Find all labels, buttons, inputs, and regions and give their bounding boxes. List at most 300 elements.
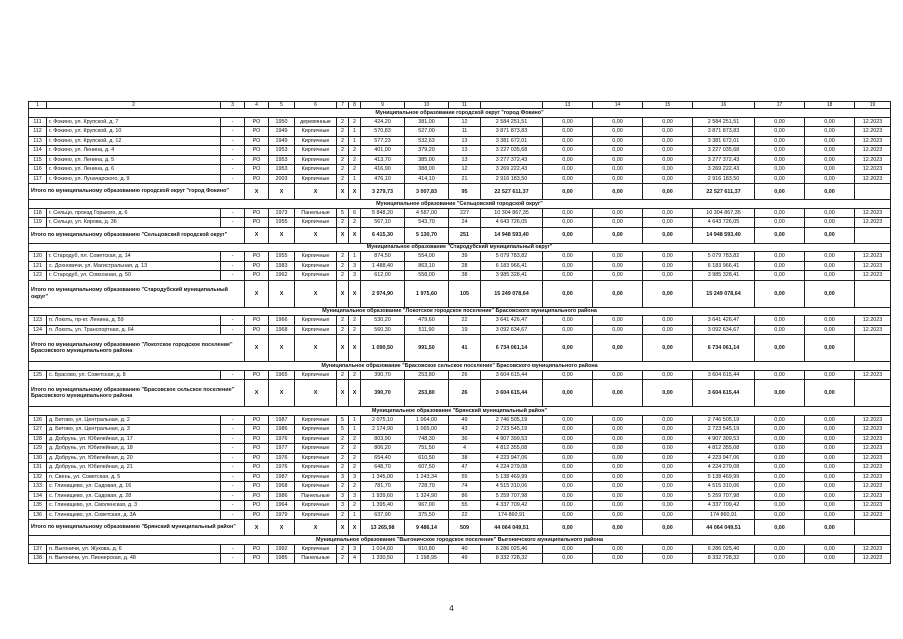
table-row (29, 271, 891, 281)
table-cell: 0,00 (755, 491, 805, 501)
table-cell: 1 324,90 (405, 491, 449, 501)
table-cell: Кирпичные (295, 434, 337, 444)
table-cell: 2 (337, 510, 349, 520)
table-cell: 0,00 (755, 425, 805, 435)
table-cell: Панельные (295, 208, 337, 218)
table-cell: 0,00 (805, 472, 855, 482)
table-cell: 2 (337, 165, 349, 175)
table-cell: 2 (337, 544, 349, 554)
table-cell: 0,00 (593, 453, 643, 463)
table-cell: 2 746 505,19 (481, 415, 543, 425)
table-cell: 4 643 726,05 (693, 218, 755, 228)
table-cell: 2 584 251,51 (693, 117, 755, 127)
table-cell: 476,10 (361, 174, 405, 184)
table-cell: РО (245, 325, 269, 335)
table-cell: 379,20 (405, 146, 449, 156)
table-cell: 375,50 (405, 510, 449, 520)
table-row (29, 453, 891, 463)
table-cell: 0,00 (805, 501, 855, 511)
table-cell: 0,00 (805, 252, 855, 262)
table-cell: РО (245, 261, 269, 271)
table-cell: 806,20 (361, 444, 405, 454)
table-cell: РО (245, 252, 269, 262)
table-cell: 654,40 (361, 453, 405, 463)
table-cell: 1949 (269, 136, 295, 146)
table-cell: 10 304 867,35 (693, 208, 755, 218)
table-cell: 0,00 (543, 325, 593, 335)
table-cell: 12.2023 (855, 325, 891, 335)
table-cell: 12.2023 (855, 271, 891, 281)
table-cell: 554,00 (405, 252, 449, 262)
section-title: Муниципальное образование городской округ "город Фокино" (29, 109, 891, 118)
table-cell: 49 (449, 554, 481, 564)
column-number: 14 (593, 102, 643, 109)
address-cell: д. Добрунь, ул. Юбилейная, д. 18 (47, 444, 221, 454)
total-cell: 0,00 (543, 280, 593, 307)
table-cell: 3 604 615,44 (481, 370, 543, 380)
address-cell: д. Добрунь, ул. Юбилейная, д. 20 (47, 453, 221, 463)
table-cell: 0,00 (755, 453, 805, 463)
table-cell: 0,00 (755, 325, 805, 335)
table-cell: - (221, 491, 245, 501)
table-cell: 530,20 (361, 316, 405, 326)
table-cell: 2 (337, 554, 349, 564)
table-cell: 1992 (269, 544, 295, 554)
table-row (29, 325, 891, 335)
table-row (29, 165, 891, 175)
total-cell: 0,00 (643, 520, 693, 536)
table-cell: 4 812 355,08 (693, 444, 755, 454)
total-cell: X (269, 227, 295, 243)
total-cell: 0,00 (805, 280, 855, 307)
total-row (29, 280, 891, 307)
table-cell: РО (245, 316, 269, 326)
table-cell: РО (245, 127, 269, 137)
table-cell: РО (245, 463, 269, 473)
table-cell: 1 (349, 252, 361, 262)
table-cell: 1 488,40 (361, 261, 405, 271)
table-cell: - (221, 444, 245, 454)
total-cell: 41 (449, 335, 481, 362)
table-cell: 0,00 (543, 463, 593, 473)
total-label: Итого по муниципальному образованию "Сельцовский городской округ" (29, 227, 245, 243)
table-cell: 781,70 (361, 482, 405, 492)
table-cell: - (221, 208, 245, 218)
table-cell: 0,00 (805, 127, 855, 137)
table-cell: 0,00 (543, 370, 593, 380)
table-cell: 6 (349, 208, 361, 218)
table-cell: 132 (29, 472, 47, 482)
table-row (29, 510, 891, 520)
table-cell: 12.2023 (855, 261, 891, 271)
table-cell: 0,00 (543, 136, 593, 146)
total-cell: 14 948 593,40 (481, 227, 543, 243)
table-cell: Кирпичные (295, 271, 337, 281)
address-cell: с. Глинищево, ул. Садовая, д. 16 (47, 482, 221, 492)
table-cell: 1986 (269, 425, 295, 435)
table-cell: 2 (337, 325, 349, 335)
total-cell: 0,00 (543, 227, 593, 243)
table-cell: 2 584 251,51 (481, 117, 543, 127)
table-cell: - (221, 482, 245, 492)
table-cell: 401,00 (361, 146, 405, 156)
table-cell: 0,00 (543, 165, 593, 175)
table-cell: 0,00 (593, 491, 643, 501)
table-cell: Кирпичные (295, 482, 337, 492)
total-cell: X (295, 280, 337, 307)
table-cell: 123 (29, 316, 47, 326)
table-cell: Кирпичные (295, 453, 337, 463)
table-cell: 2 (337, 271, 349, 281)
table-cell: 0,00 (755, 463, 805, 473)
total-cell: 253,80 (405, 380, 449, 407)
table-cell: 4 907 399,53 (481, 434, 543, 444)
table-cell: 12.2023 (855, 146, 891, 156)
total-row (29, 335, 891, 362)
table-cell: 0,00 (805, 544, 855, 554)
total-cell: 0,00 (755, 380, 805, 407)
table-cell: РО (245, 444, 269, 454)
table-cell: РО (245, 491, 269, 501)
table-cell: 253,80 (405, 370, 449, 380)
table-cell: РО (245, 501, 269, 511)
table-cell: 111 (29, 117, 47, 127)
table-cell: 55 (449, 501, 481, 511)
table-cell: 0,00 (805, 208, 855, 218)
table-cell: 0,00 (593, 472, 643, 482)
table-cell: 12.2023 (855, 453, 891, 463)
table-cell: 2 (349, 155, 361, 165)
table-cell: 2 (349, 146, 361, 156)
column-number: 1 (29, 102, 47, 109)
table-cell: 0,00 (543, 510, 593, 520)
table-cell: - (221, 316, 245, 326)
table-cell: 0,00 (643, 261, 693, 271)
total-cell: 0,00 (755, 520, 805, 536)
table-cell: 0,00 (643, 146, 693, 156)
table-cell: 0,00 (643, 463, 693, 473)
address-cell: с. Глинищево, ул. Смоленская, д. 3 (47, 501, 221, 511)
table-cell: Кирпичные (295, 425, 337, 435)
table-cell: 0,00 (593, 463, 643, 473)
table-cell: 0,00 (643, 316, 693, 326)
table-cell: 0,00 (805, 453, 855, 463)
column-number: 3 (221, 102, 245, 109)
table-cell: 2 (349, 453, 361, 463)
table-cell: 2 (337, 155, 349, 165)
table-cell: 5 079 783,82 (481, 252, 543, 262)
table-row (29, 544, 891, 554)
table-cell: 134 (29, 491, 47, 501)
address-cell: г. Фокино, ул. Крупской, д. 10 (47, 127, 221, 137)
table-cell: - (221, 434, 245, 444)
table-cell: 1 330,50 (361, 554, 405, 564)
table-cell: 3 (349, 472, 361, 482)
total-cell (855, 280, 891, 307)
column-number: 7 (337, 102, 349, 109)
table-cell: 416,90 (361, 165, 405, 175)
table-cell: 0,00 (593, 271, 643, 281)
table-cell: 2 (337, 463, 349, 473)
table-cell: 26 (449, 370, 481, 380)
section-title: Муниципальное образование "Брасовское сельское поселение" Брасовского муниципального района (29, 362, 891, 371)
table-cell: 0,00 (643, 174, 693, 184)
table-cell: 1953 (269, 155, 295, 165)
table-cell: 12.2023 (855, 544, 891, 554)
table-cell: 174 860,91 (481, 510, 543, 520)
table-cell: 2 075,10 (361, 415, 405, 425)
table-cell: Кирпичные (295, 444, 337, 454)
table-cell: 114 (29, 146, 47, 156)
total-cell: X (295, 227, 337, 243)
total-cell: X (245, 520, 269, 536)
total-cell: X (337, 280, 349, 307)
table-cell: 0,00 (755, 127, 805, 137)
table-cell: - (221, 271, 245, 281)
table-cell: Панельные (295, 554, 337, 564)
table-cell: - (221, 415, 245, 425)
table-row (29, 434, 891, 444)
table-cell: 0,00 (643, 444, 693, 454)
table-cell: - (221, 463, 245, 473)
table-cell: 1986 (269, 491, 295, 501)
table-cell: 39 (449, 252, 481, 262)
table-cell: - (221, 146, 245, 156)
table-cell: 607,50 (405, 463, 449, 473)
table-cell: 5 (337, 208, 349, 218)
table-cell: 3 871 873,83 (481, 127, 543, 137)
table-cell: 1977 (269, 444, 295, 454)
table-cell: 22 (449, 316, 481, 326)
table-cell: 0,00 (593, 165, 643, 175)
total-cell: X (337, 380, 349, 407)
table-cell: 3 269 222,43 (693, 165, 755, 175)
table-cell: 0,00 (643, 415, 693, 425)
section-header-row (29, 109, 891, 118)
table-cell: - (221, 472, 245, 482)
table-cell: 0,00 (643, 482, 693, 492)
table-cell: РО (245, 117, 269, 127)
address-cell: г. Фокино, ул. Ленина, д. 4 (47, 146, 221, 156)
table-row (29, 146, 891, 156)
total-cell: 0,00 (643, 280, 693, 307)
table-cell: 413,70 (361, 155, 405, 165)
table-cell: РО (245, 544, 269, 554)
table-cell: 1 065,00 (405, 425, 449, 435)
table-cell: 1968 (269, 482, 295, 492)
table-cell: 0,00 (543, 415, 593, 425)
table-cell: 1979 (269, 510, 295, 520)
table-cell: 0,00 (805, 482, 855, 492)
table-cell: - (221, 136, 245, 146)
table-cell: 126 (29, 415, 47, 425)
table-cell: 12.2023 (855, 155, 891, 165)
table-cell: 0,00 (593, 501, 643, 511)
table-cell: 6 183 966,41 (481, 261, 543, 271)
table-cell: 12.2023 (855, 501, 891, 511)
table-cell: РО (245, 136, 269, 146)
table-cell: Кирпичные (295, 136, 337, 146)
table-cell: 1 064,00 (405, 415, 449, 425)
table-cell: 12.2023 (855, 370, 891, 380)
table-cell: 12.2023 (855, 208, 891, 218)
table-row (29, 501, 891, 511)
table-cell: 133 (29, 482, 47, 492)
total-cell: 9 486,14 (405, 520, 449, 536)
table-cell: 0,00 (805, 174, 855, 184)
table-cell: 116 (29, 165, 47, 175)
total-label: Итого по муниципальному образованию "Локотское городское поселение" Брасовского муниципального района (29, 335, 245, 362)
table-cell: 0,00 (805, 491, 855, 501)
table-cell: 13 (449, 146, 481, 156)
total-label: Итого по муниципальному образованию "Стародубский муниципальный округ" (29, 280, 245, 307)
table-cell: 728,70 (405, 482, 449, 492)
table-cell: 0,00 (805, 554, 855, 564)
table-cell: 1968 (269, 325, 295, 335)
table-cell: - (221, 174, 245, 184)
total-cell: 0,00 (805, 184, 855, 200)
table-cell: 0,00 (643, 136, 693, 146)
table-cell: - (221, 218, 245, 228)
total-cell: 0,00 (593, 184, 643, 200)
table-cell: Кирпичные (295, 370, 337, 380)
column-number: 8 (349, 102, 361, 109)
total-label: Итого по муниципальному образованию "Брянский муниципальный район" (29, 520, 245, 536)
address-cell: п. Выгоничи, ул. Жукова, д. 6 (47, 544, 221, 554)
column-number: 11 (449, 102, 481, 109)
table-row (29, 370, 891, 380)
table-cell: 0,00 (593, 444, 643, 454)
table-cell: 0,00 (593, 146, 643, 156)
table-cell: 527,00 (405, 127, 449, 137)
table-row (29, 491, 891, 501)
table-cell: 0,00 (755, 510, 805, 520)
total-cell: X (245, 184, 269, 200)
table-body (29, 102, 891, 564)
table-cell: 0,00 (643, 425, 693, 435)
table-cell: 3 227 035,68 (693, 146, 755, 156)
table-cell: 0,00 (755, 252, 805, 262)
table-cell: 49 (449, 415, 481, 425)
total-cell: 0,00 (755, 227, 805, 243)
table-cell: 130 (29, 453, 47, 463)
table-cell: 0,00 (643, 434, 693, 444)
table-cell: 1 198,95 (405, 554, 449, 564)
total-cell: 0,00 (593, 335, 643, 362)
total-cell (855, 520, 891, 536)
table-cell: 1987 (269, 472, 295, 482)
table-cell: 0,00 (643, 218, 693, 228)
table-cell: 2003 (269, 174, 295, 184)
total-cell (855, 227, 891, 243)
table-cell: 12.2023 (855, 415, 891, 425)
total-cell: 0,00 (593, 227, 643, 243)
table-cell: 3 (349, 491, 361, 501)
table-cell: 0,00 (593, 316, 643, 326)
table-cell: 5 079 783,82 (693, 252, 755, 262)
total-cell: X (349, 335, 361, 362)
column-number: 2 (47, 102, 221, 109)
column-number: 6 (295, 102, 337, 109)
table-cell: 0,00 (593, 127, 643, 137)
table-cell: 21 (449, 174, 481, 184)
column-number: 10 (405, 102, 449, 109)
address-cell: д. Добрунь, ул. Юбилейная, д. 17 (47, 434, 221, 444)
table-cell: 0,00 (805, 325, 855, 335)
address-cell: г. Стародуб, пл. Советская, д. 14 (47, 252, 221, 262)
table-cell: 138 (29, 554, 47, 564)
column-number: 13 (543, 102, 593, 109)
table-cell: 0,00 (643, 501, 693, 511)
table-cell: 0,00 (805, 261, 855, 271)
table-cell: 2 746 505,19 (693, 415, 755, 425)
table-cell: 43 (449, 425, 481, 435)
table-cell: 0,00 (643, 252, 693, 262)
table-cell: 24 (449, 218, 481, 228)
page-number: 4 (449, 604, 454, 613)
table-cell: 2 723 545,19 (481, 425, 543, 435)
table-cell: 2 (337, 146, 349, 156)
table-cell: 2 (349, 325, 361, 335)
table-cell: 0,00 (543, 155, 593, 165)
total-cell (855, 184, 891, 200)
table-cell: 0,00 (643, 544, 693, 554)
table-row (29, 415, 891, 425)
table-cell: 4 224 279,08 (481, 463, 543, 473)
total-cell: 3 279,73 (361, 184, 405, 200)
table-row (29, 482, 891, 492)
address-cell: г. Фокино, ул. Крупской, д. 7 (47, 117, 221, 127)
total-label: Итого по муниципальному образованию "Брасовское сельское поселение" Брасовского муниципального района (29, 380, 245, 407)
total-cell: 15 249 078,64 (693, 280, 755, 307)
table-cell: Кирпичные (295, 252, 337, 262)
table-cell: 558,00 (405, 271, 449, 281)
total-cell: 0,00 (755, 335, 805, 362)
table-cell: - (221, 510, 245, 520)
column-number: 16 (693, 102, 755, 109)
table-cell: 0,00 (643, 472, 693, 482)
table-cell: Кирпичные (295, 165, 337, 175)
address-cell: г. Стародуб, ул. Совхозная, д. 50 (47, 271, 221, 281)
total-cell: X (349, 380, 361, 407)
table-cell: 19 (449, 325, 481, 335)
table-cell: Кирпичные (295, 544, 337, 554)
address-cell: п. Локоть, пр-кт. Ленина, д. 59 (47, 316, 221, 326)
table-cell: 385,00 (405, 155, 449, 165)
table-cell: 0,00 (593, 510, 643, 520)
table-cell: Кирпичные (295, 510, 337, 520)
address-cell: г. Фокино, ул. Ленина, д. 5 (47, 155, 221, 165)
total-row (29, 380, 891, 407)
total-cell: X (337, 520, 349, 536)
table-cell: 0,00 (643, 117, 693, 127)
table-cell: 12.2023 (855, 218, 891, 228)
total-cell: 0,00 (805, 227, 855, 243)
table-cell: 0,00 (543, 434, 593, 444)
table-cell: 22 (449, 510, 481, 520)
table-cell: 0,00 (643, 510, 693, 520)
total-cell: X (295, 335, 337, 362)
table-cell: 0,00 (543, 261, 593, 271)
total-cell: X (295, 184, 337, 200)
table-cell: 1 014,60 (361, 544, 405, 554)
table-cell: деревянные (295, 117, 337, 127)
table-cell: 1985 (269, 554, 295, 564)
table-cell: Кирпичные (295, 127, 337, 137)
table-cell: 0,00 (805, 117, 855, 127)
column-number: 18 (805, 102, 855, 109)
table-cell: 3 381 672,01 (481, 136, 543, 146)
